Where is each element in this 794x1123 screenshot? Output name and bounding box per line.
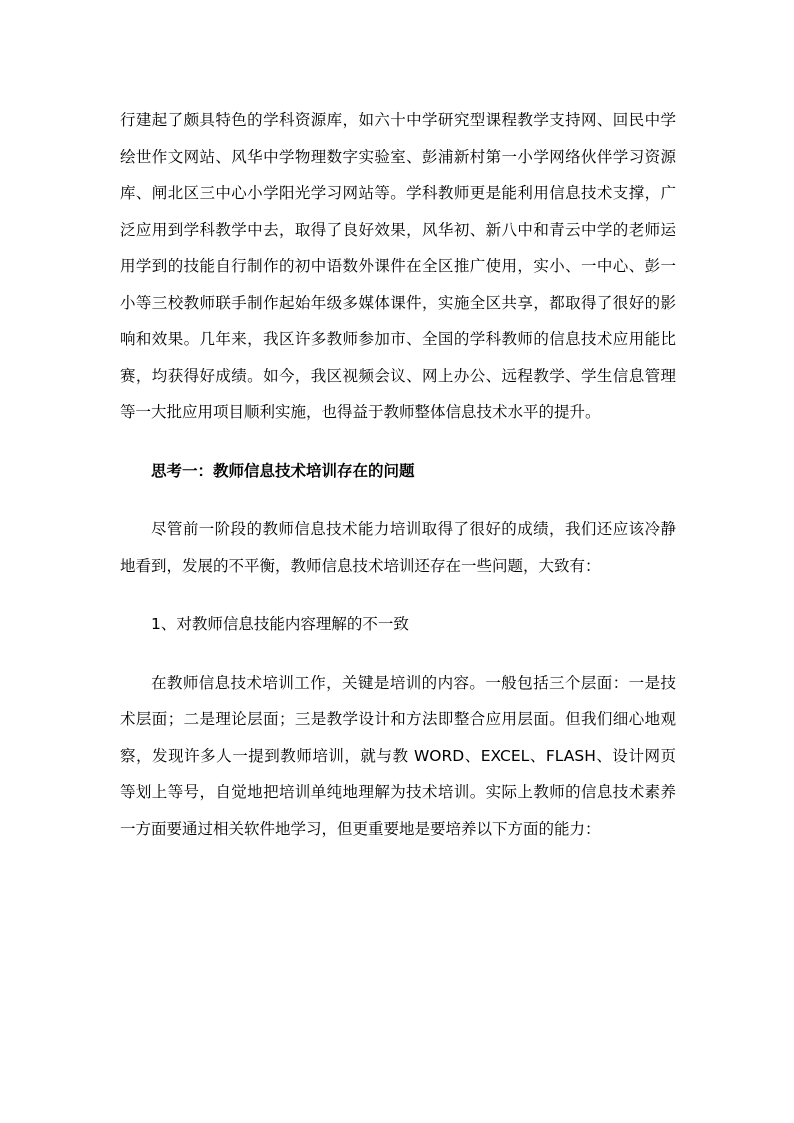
list-point-1: 1、对教师信息技能内容理解的不一致 xyxy=(151,615,409,633)
paragraph-resource-library: 行建起了颇具特色的学科资源库，如六十中学研究型课程教学支持网、回民中学绘世作文网站、风华中学物理数字实验室、彭浦新村第一小学网络伙伴学习资源库、闸北区三中心小学阳光学习网站等。学科教师更是能利用信息技术支撑，广泛应用到学科教学中去，取得了良好效果，风华初、新八中和青云中学的老师运用学到的技能自行制作的初中语数外课件在全区推广使用，实小、一中心、彭一小等三校教师联手制作起始年级多媒体课件，实施全区共享，都取得了很好的影响和效果。几年来，我区许多教师参加市、全国的学科教师的信息技术应用能比赛，均获得好成绩。如今，我区视频会议、网上办公、远程教学、学生信息管理等一大批应用项目顺利实施，也得益于教师整体信息技术水平的提升。 xyxy=(120,111,676,421)
document-body xyxy=(120,102,676,847)
paragraph-training-issues-intro: 尽管前一阶段的教师信息技术能力培训取得了很好的成绩，我们还应该冷静地看到，发展的不平衡，教师信息技术培训还存在一些问题，大致有： xyxy=(120,520,676,575)
section-heading-training-problems: 思考一：教师信息技术培训存在的问题 xyxy=(151,461,415,480)
paragraph-training-content: 在教师信息技术培训工作，关键是培训的内容。一般包括三个层面：一是技术层面；二是理论层面；三是教学设计和方法即整合应用层面。但我们细心地观察，发现许多人一提到教师培训，就与教 WORD、EXCEL、FLASH、设计网页等划上等号，自觉地把培训单纯地理解为技术培训。实际上教师的信息技术素养一方面要通过相关软件地学习，但更重要地是要培养以下方面的能力： xyxy=(120,673,676,838)
